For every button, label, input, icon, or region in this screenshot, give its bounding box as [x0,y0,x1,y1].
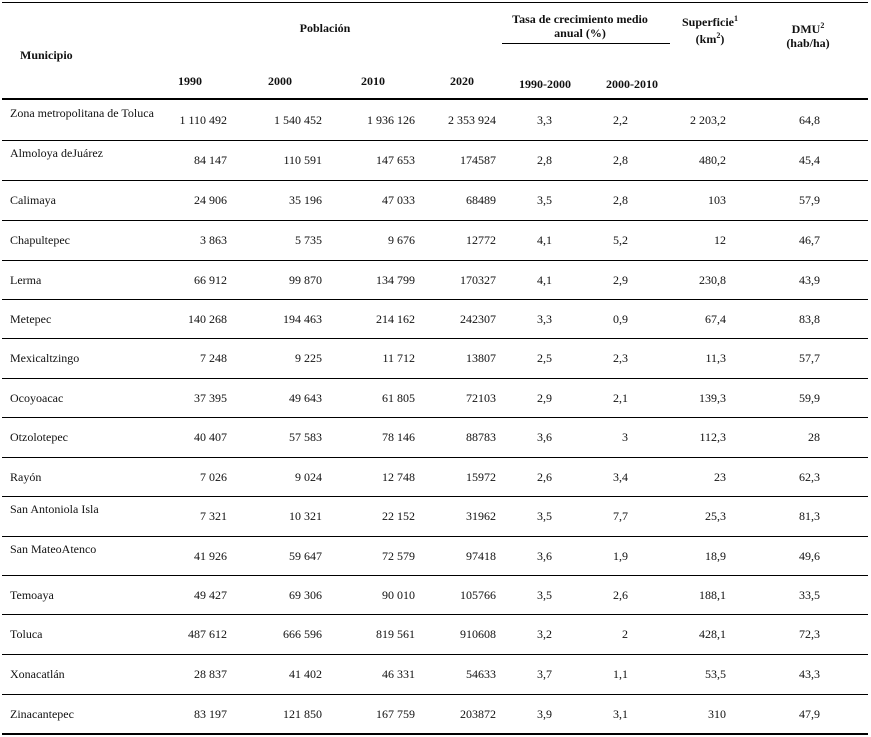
cell-municipio: San MateoAtenco [10,542,97,556]
superficie-unit-end: ) [720,32,725,46]
cell-pob-2010: 90 010 [382,588,415,602]
cell-superficie: 18,9 [705,549,726,563]
cell-pob-2000: 9 024 [295,470,322,484]
header-year-2000: 2000 [268,74,292,88]
cell-tasa-1990-2000: 3,2 [537,627,552,641]
row-divider [2,417,868,418]
cell-dmu: 62,3 [799,470,820,484]
row-divider [2,654,868,655]
superficie-unit: (km [695,32,717,46]
cell-pob-2020: 72103 [466,391,496,405]
cell-dmu: 72,3 [799,627,820,641]
cell-pob-2000: 49 643 [289,391,322,405]
cell-tasa-2000-2010: 1,1 [613,667,628,681]
cell-pob-2000: 69 306 [289,588,322,602]
cell-tasa-2000-2010: 2,3 [613,351,628,365]
cell-pob-2000: 666 596 [283,627,322,641]
cell-pob-2010: 78 146 [382,430,415,444]
cell-pob-2020: 910608 [460,627,496,641]
cell-tasa-2000-2010: 1,9 [613,549,628,563]
cell-pob-2010: 167 759 [376,707,415,721]
cell-superficie: 139,3 [699,391,726,405]
cell-tasa-1990-2000: 3,5 [537,509,552,523]
cell-tasa-1990-2000: 2,9 [537,391,552,405]
cell-pob-2010: 22 152 [382,509,415,523]
cell-dmu: 47,9 [799,707,820,721]
row-divider [2,694,868,695]
cell-superficie: 23 [714,470,726,484]
row-divider [2,338,868,339]
cell-pob-2000: 35 196 [289,193,322,207]
cell-pob-2020: 174587 [460,153,496,167]
cell-superficie: 428,1 [699,627,726,641]
cell-pob-2010: 61 805 [382,391,415,405]
cell-municipio: Metepec [10,312,52,326]
table-top-rule [2,2,868,3]
header-year-2020: 2020 [450,74,474,88]
cell-superficie: 2 203,2 [690,113,726,127]
cell-superficie: 230,8 [699,273,726,287]
cell-dmu: 28 [808,430,820,444]
cell-municipio: Otzolotepec [10,430,68,444]
cell-tasa-1990-2000: 3,5 [537,193,552,207]
cell-pob-2010: 47 033 [382,193,415,207]
cell-tasa-1990-2000: 2,5 [537,351,552,365]
cell-tasa-2000-2010: 2,2 [613,113,628,127]
cell-superficie: 11,3 [705,351,726,365]
cell-pob-2020: 2 353 924 [448,113,496,127]
cell-pob-2010: 11 712 [382,351,415,365]
cell-tasa-1990-2000: 4,1 [537,273,552,287]
tasa-group-rule [502,43,670,44]
row-divider [2,457,868,458]
cell-municipio: Temoaya [10,588,54,602]
cell-pob-2020: 170327 [460,273,496,287]
cell-municipio: Rayón [10,470,42,484]
cell-tasa-1990-2000: 2,8 [537,153,552,167]
header-bottom-rule [2,98,868,100]
superficie-sup: 1 [734,14,738,23]
cell-pob-1990: 1 110 492 [179,113,227,127]
cell-municipio: Almoloya deJuárez [10,146,103,160]
cell-pob-1990: 7 321 [200,509,227,523]
cell-dmu: 49,6 [799,549,820,563]
cell-tasa-1990-2000: 4,1 [537,233,552,247]
cell-tasa-2000-2010: 2,6 [613,588,628,602]
cell-pob-1990: 3 863 [200,233,227,247]
cell-pob-2010: 214 162 [376,312,415,326]
cell-pob-2000: 110 591 [283,153,322,167]
table-bottom-rule [2,733,868,735]
dmu-sup: 2 [820,21,825,30]
cell-tasa-2000-2010: 5,2 [613,233,628,247]
row-divider [2,140,868,141]
dmu-label: DMU [791,22,821,36]
dmu-unit: (hab/ha) [786,36,830,50]
cell-dmu: 33,5 [799,588,820,602]
cell-pob-2010: 134 799 [376,273,415,287]
header-tasa-2000-2010: 2000-2010 [606,77,658,91]
row-divider [2,220,868,221]
cell-pob-2020: 13807 [466,351,496,365]
cell-tasa-1990-2000: 3,7 [537,667,552,681]
cell-pob-2000: 10 321 [289,509,322,523]
cell-pob-2000: 41 402 [289,667,322,681]
header-tasa: Tasa de crecimiento medio anual (%) [512,12,648,40]
cell-pob-2000: 5 735 [295,233,322,247]
cell-pob-2020: 54633 [466,667,496,681]
cell-pob-2020: 97418 [466,549,496,563]
cell-tasa-1990-2000: 3,5 [537,588,552,602]
cell-tasa-1990-2000: 3,3 [537,113,552,127]
row-divider [2,299,868,300]
cell-pob-1990: 83 197 [194,707,227,721]
cell-pob-1990: 66 912 [194,273,227,287]
cell-tasa-1990-2000: 3,3 [537,312,552,326]
cell-tasa-2000-2010: 3 [622,430,628,444]
cell-pob-2020: 15972 [466,470,496,484]
cell-pob-2020: 105766 [460,588,496,602]
cell-pob-2000: 99 870 [289,273,322,287]
cell-pob-1990: 24 906 [194,193,227,207]
superficie-label: Superficie [682,15,734,29]
cell-municipio: Xonacatlán [10,667,65,681]
cell-municipio: Mexicaltzingo [10,351,80,365]
cell-municipio: Zona metropolitana de Toluca [10,106,154,120]
cell-superficie: 67,4 [705,312,726,326]
cell-pob-2020: 203872 [460,707,496,721]
cell-tasa-1990-2000: 3,6 [537,549,552,563]
cell-tasa-1990-2000: 2,6 [537,470,552,484]
cell-municipio: San Antoniola Isla [10,502,99,516]
cell-tasa-2000-2010: 2,9 [613,273,628,287]
cell-pob-2000: 1 540 452 [274,113,322,127]
row-divider [2,536,868,537]
cell-superficie: 103 [708,193,726,207]
cell-pob-1990: 40 407 [194,430,227,444]
cell-dmu: 64,8 [799,113,820,127]
header-municipio: Municipio [20,48,73,62]
cell-dmu: 46,7 [799,233,820,247]
cell-superficie: 12 [714,233,726,247]
cell-tasa-1990-2000: 3,9 [537,707,552,721]
cell-tasa-2000-2010: 0,9 [613,312,628,326]
cell-pob-1990: 140 268 [188,312,227,326]
cell-dmu: 81,3 [799,509,820,523]
cell-pob-1990: 28 837 [194,667,227,681]
header-tasa-1990-2000: 1990-2000 [519,77,571,91]
cell-pob-1990: 487 612 [188,627,227,641]
header-poblacion: Población [299,21,351,35]
cell-municipio: Lerma [10,273,42,287]
cell-tasa-2000-2010: 2,8 [613,193,628,207]
row-divider [2,378,868,379]
cell-pob-2020: 31962 [466,509,496,523]
superficie-unit-sup: 2 [716,31,721,40]
cell-superficie: 25,3 [705,509,726,523]
cell-pob-2000: 59 647 [289,549,322,563]
cell-pob-2010: 12 748 [382,470,415,484]
cell-pob-2010: 46 331 [382,667,415,681]
cell-dmu: 57,7 [799,351,820,365]
cell-superficie: 112,3 [699,430,726,444]
cell-pob-1990: 84 147 [194,153,227,167]
cell-dmu: 83,8 [799,312,820,326]
header-superficie [670,12,750,46]
cell-pob-2000: 57 583 [289,430,322,444]
row-divider [2,575,868,576]
cell-municipio: Ocoyoacac [10,391,64,405]
cell-pob-2010: 819 561 [376,627,415,641]
cell-pob-2000: 9 225 [295,351,322,365]
cell-pob-2020: 12772 [466,233,496,247]
cell-tasa-2000-2010: 3,1 [613,707,628,721]
row-divider [2,180,868,181]
cell-tasa-1990-2000: 3,6 [537,430,552,444]
cell-dmu: 45,4 [799,153,820,167]
cell-tasa-2000-2010: 2,8 [613,153,628,167]
cell-pob-2010: 1 936 126 [367,113,415,127]
header-year-2010: 2010 [361,74,385,88]
cell-tasa-2000-2010: 7,7 [613,509,628,523]
cell-pob-2010: 9 676 [388,233,415,247]
cell-pob-2020: 88783 [466,430,496,444]
cell-municipio: Toluca [10,627,43,641]
cell-pob-2020: 68489 [466,193,496,207]
cell-pob-1990: 7 026 [200,470,227,484]
row-divider [2,614,868,615]
cell-pob-2020: 242307 [460,312,496,326]
cell-dmu: 43,9 [799,273,820,287]
cell-dmu: 57,9 [799,193,820,207]
cell-pob-2000: 194 463 [283,312,322,326]
cell-dmu: 43,3 [799,667,820,681]
header-year-1990: 1990 [178,74,202,88]
cell-tasa-2000-2010: 3,4 [613,470,628,484]
cell-dmu: 59,9 [799,391,820,405]
cell-superficie: 310 [708,707,726,721]
cell-superficie: 53,5 [705,667,726,681]
cell-pob-2010: 72 579 [382,549,415,563]
cell-superficie: 480,2 [699,153,726,167]
cell-municipio: Chapultepec [10,233,70,247]
cell-municipio: Zinacantepec [10,707,74,721]
header-dmu [768,19,848,50]
cell-municipio: Calimaya [10,193,56,207]
cell-tasa-2000-2010: 2 [622,627,628,641]
cell-pob-1990: 37 395 [194,391,227,405]
cell-pob-1990: 49 427 [194,588,227,602]
cell-pob-1990: 7 248 [200,351,227,365]
cell-pob-1990: 41 926 [194,549,227,563]
row-divider [2,260,868,261]
row-divider [2,496,868,497]
cell-tasa-2000-2010: 2,1 [613,391,628,405]
cell-superficie: 188,1 [699,588,726,602]
cell-pob-2010: 147 653 [376,153,415,167]
cell-pob-2000: 121 850 [283,707,322,721]
